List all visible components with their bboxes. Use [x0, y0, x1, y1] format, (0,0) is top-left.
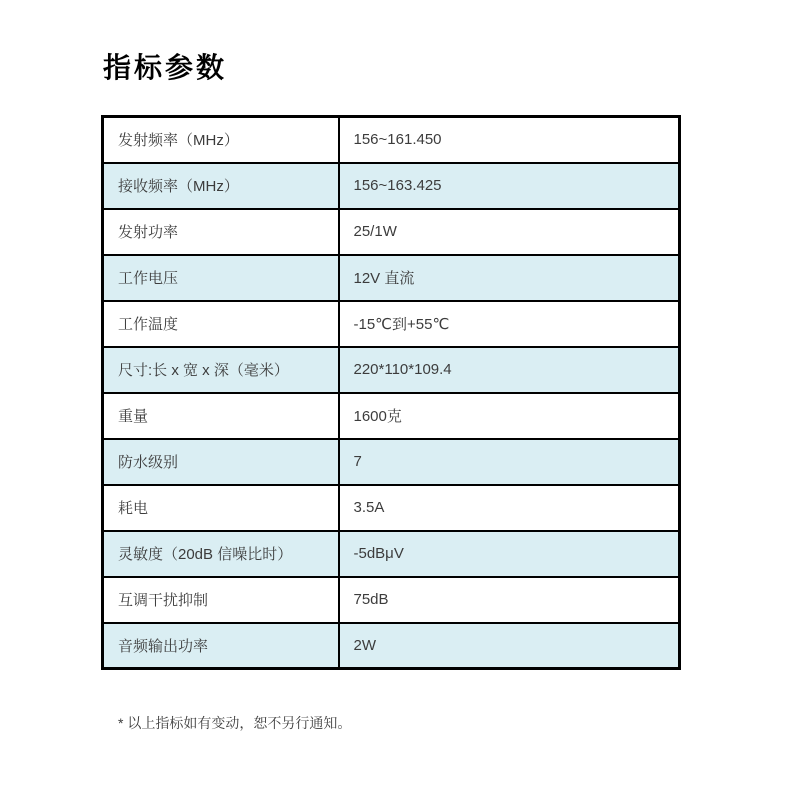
spec-value-cell: 7: [339, 439, 680, 485]
spec-value-cell: 3.5A: [339, 485, 680, 531]
table-row: [103, 301, 680, 347]
spec-table: [101, 115, 681, 670]
spec-table-body: [103, 117, 680, 669]
table-row: [103, 439, 680, 485]
table-row: [103, 347, 680, 393]
spec-label-cell: 尺寸:长 x 宽 x 深（毫米）: [103, 347, 339, 393]
spec-value-cell: 156~161.450: [339, 117, 680, 163]
page-title: 指标参数: [103, 52, 228, 83]
table-row: [103, 117, 680, 163]
spec-value-cell: 2W: [339, 623, 680, 669]
footnote: * 以上指标如有变动，恕不另行通知。: [118, 715, 352, 731]
spec-label-cell: 音频输出功率: [103, 623, 339, 669]
spec-label-cell: 接收频率（MHz）: [103, 163, 339, 209]
spec-value-cell: -15℃到+55℃: [339, 301, 680, 347]
spec-value-cell: -5dBμV: [339, 531, 680, 577]
table-row: [103, 255, 680, 301]
table-row: [103, 393, 680, 439]
table-row: [103, 485, 680, 531]
spec-value-cell: 75dB: [339, 577, 680, 623]
table-row: [103, 163, 680, 209]
spec-value-cell: 220*110*109.4: [339, 347, 680, 393]
spec-value-cell: 156~163.425: [339, 163, 680, 209]
table-row: [103, 531, 680, 577]
spec-value-cell: 1600克: [339, 393, 680, 439]
spec-label-cell: 耗电: [103, 485, 339, 531]
table-row: [103, 623, 680, 669]
spec-label-cell: 重量: [103, 393, 339, 439]
spec-label-cell: 发射频率（MHz）: [103, 117, 339, 163]
table-row: [103, 577, 680, 623]
spec-value-cell: 12V 直流: [339, 255, 680, 301]
spec-label-cell: 防水级别: [103, 439, 339, 485]
spec-label-cell: 工作电压: [103, 255, 339, 301]
spec-value-cell: 25/1W: [339, 209, 680, 255]
spec-label-cell: 互调干扰抑制: [103, 577, 339, 623]
table-row: [103, 209, 680, 255]
spec-label-cell: 灵敏度（20dB 信噪比时）: [103, 531, 339, 577]
spec-label-cell: 发射功率: [103, 209, 339, 255]
spec-label-cell: 工作温度: [103, 301, 339, 347]
